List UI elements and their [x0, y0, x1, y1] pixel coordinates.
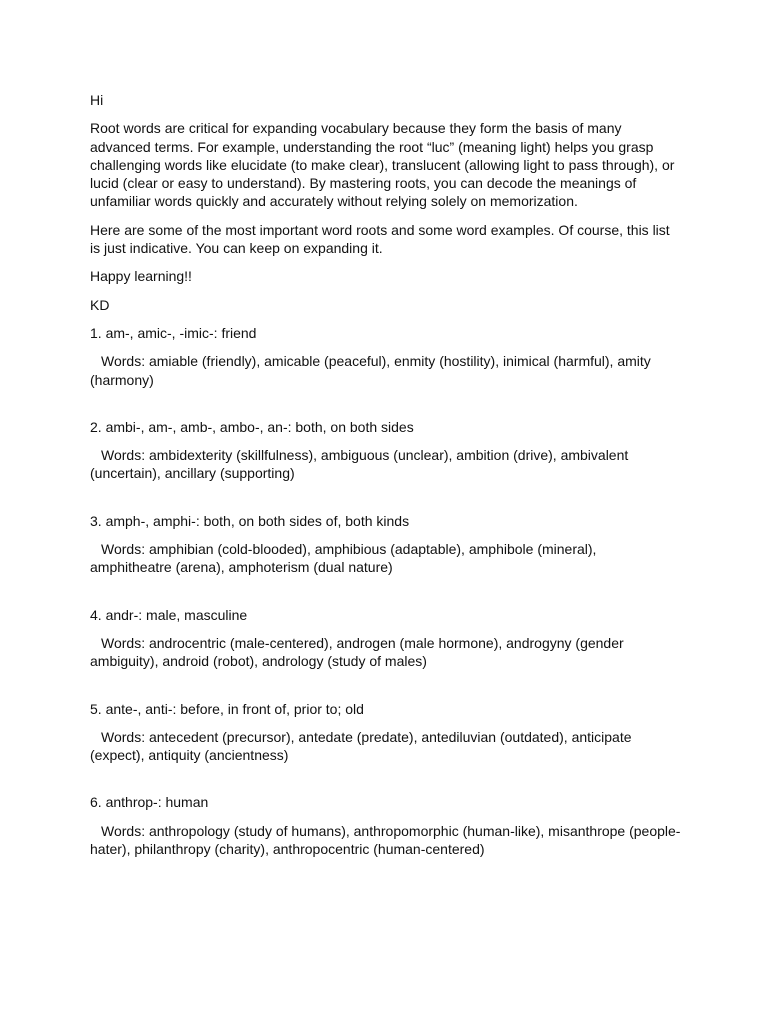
root-entry	[90, 324, 682, 389]
root-words: Words: ambidexterity (skillfulness), ambiguous (unclear), ambition (drive), ambivalent (uncertain), ancillary (supporting)	[90, 447, 629, 482]
root-words: Words: androcentric (male-centered), androgen (male hormone), androgyny (gender ambiguity), android (robot), andrology (study of males)	[90, 634, 624, 670]
sign-off: Happy learning!!	[90, 268, 192, 285]
intro-paragraph: Here are some of the most important word roots and some word examples. Of course, this list is just indicative. You can keep on expanding it.	[90, 221, 670, 257]
intro-paragraph: Root words are critical for expanding vocabulary because they form the basis of many advanced terms. For example, understanding the root “luc” (meaning light) helps you grasp challenging words like elucidate (to make clear), translucent (allowing light to pass through), or lucid (clear or easy to understand). By mastering roots, you can decode the meanings of unfamiliar words quickly and accurately without relying solely on memorization.	[90, 120, 675, 210]
root-entry	[90, 700, 682, 765]
root-words: Words: antecedent (precursor), antedate (predate), antediluvian (outdated), anticipate (expect), antiquity (ancientness)	[90, 728, 632, 764]
root-title: 1. am-, amic-, -imic-: friend	[90, 324, 257, 341]
greeting: Hi	[90, 92, 104, 108]
document-page	[90, 91, 682, 887]
root-entry	[90, 606, 682, 671]
root-words: Words: amphibian (cold-blooded), amphibious (adaptable), amphibole (mineral), amphitheatre (arena), amphoterism (dual nature)	[90, 541, 597, 576]
root-title: 3. amph-, amphi-: both, on both sides of, both kinds	[90, 512, 410, 529]
root-title: 4. andr-: male, masculine	[90, 606, 248, 623]
root-entry	[90, 793, 682, 858]
root-words: Words: anthropology (study of humans), anthropomorphic (human-like), misanthrope (people-hater), philanthropy (charity), anthropocentric (human-centered)	[90, 822, 681, 858]
author-initials: KD	[90, 296, 110, 313]
root-entry	[90, 512, 682, 577]
root-words: Words: amiable (friendly), amicable (peaceful), enmity (hostility), inimical (harmful), amity (harmony)	[90, 353, 651, 388]
root-title: 5. ante-, anti-: before, in front of, prior to; old	[90, 700, 364, 717]
root-title: 6. anthrop-: human	[90, 794, 209, 811]
root-entry	[90, 418, 682, 483]
root-title: 2. ambi-, am-, amb-, ambo-, an-: both, on both sides	[90, 418, 414, 435]
